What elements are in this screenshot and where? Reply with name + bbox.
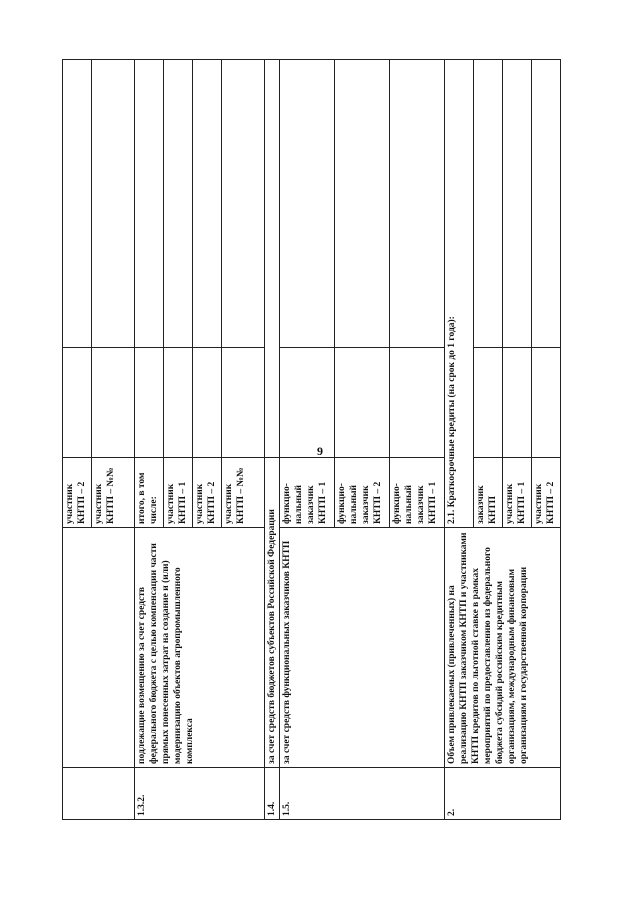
subsection-heading: 2.1. Краткосрочные кредиты (на срок до 1 года):: [445, 60, 474, 528]
empty-cell: [193, 348, 222, 458]
role-cell: функцио-нальный заказчик КНТП – 1: [390, 458, 445, 528]
empty-cell: [63, 348, 92, 458]
table-row: [63, 60, 92, 820]
role-cell: участник КНТП – 2: [63, 458, 92, 528]
row-description: Объем привлекаемых (привлеченных) на реализацию КНТП заказчиком КНТП и участниками КНТП кредитов по льготной ставке в рамках мероприятий по предоставлению из федерального бюджета субсидий российским кредитным организациям, международным финансовым организациям и государственной корпорации: [445, 528, 561, 768]
empty-cell: [532, 348, 561, 458]
row-description: за счет средств бюджетов субъектов Российской Федерации: [265, 458, 280, 768]
role-cell: участник КНТП – 2: [532, 458, 561, 528]
empty-cell: [503, 348, 532, 458]
empty-cell: [474, 60, 503, 348]
table-row: [135, 60, 164, 820]
empty-cell: [503, 60, 532, 348]
table-row: [445, 60, 474, 820]
empty-cell: [222, 60, 265, 348]
row-description: за счет средств функциональных заказчиков КНТП: [280, 528, 445, 768]
row-number: [63, 768, 135, 820]
rotated-table-sheet: [62, 60, 582, 820]
role-cell: участник КНТП – №№: [92, 458, 135, 528]
empty-cell: [193, 60, 222, 348]
role-cell: участник КНТП – 2: [193, 458, 222, 528]
role-cell: участник КНТП – 1: [503, 458, 532, 528]
empty-cell: [265, 60, 280, 458]
row-number: 1.4.: [265, 768, 280, 820]
empty-cell: [92, 348, 135, 458]
data-table: [62, 59, 561, 820]
empty-cell: [335, 348, 390, 458]
row-number: 1.5.: [280, 768, 445, 820]
empty-cell: [135, 348, 164, 458]
role-cell: функцио-нальный заказчик КНТП – 2: [335, 458, 390, 528]
role-cell: участник КНТП – 1: [164, 458, 193, 528]
empty-cell: [135, 60, 164, 348]
role-cell: участник КНТП – №№: [222, 458, 265, 528]
table-row: [265, 60, 280, 820]
empty-cell: [390, 60, 445, 348]
empty-cell: [280, 348, 335, 458]
row-description: [63, 528, 135, 768]
empty-cell: [63, 60, 92, 348]
empty-cell: [390, 348, 445, 458]
row-description: подлежащие возмещению за счет средств федерального бюджета с целью компенсации части прямых понесенных затрат на создание и (или) модернизацию объектов агропромышленного комплекса: [135, 528, 265, 768]
empty-cell: [532, 60, 561, 348]
empty-cell: [164, 60, 193, 348]
row-number: 1.3.2.: [135, 768, 265, 820]
table-row: [280, 60, 335, 820]
role-cell: заказчик КНТП: [474, 458, 503, 528]
page-number: 9: [317, 444, 323, 458]
role-cell: функцио-нальный заказчик КНТП – 1: [280, 458, 335, 528]
row-number: 2.: [445, 768, 561, 820]
empty-cell: [280, 60, 335, 348]
role-cell: итого, в том числе:: [135, 458, 164, 528]
empty-cell: [222, 348, 265, 458]
empty-cell: [335, 60, 390, 348]
empty-cell: [164, 348, 193, 458]
empty-cell: [474, 348, 503, 458]
empty-cell: [92, 60, 135, 348]
